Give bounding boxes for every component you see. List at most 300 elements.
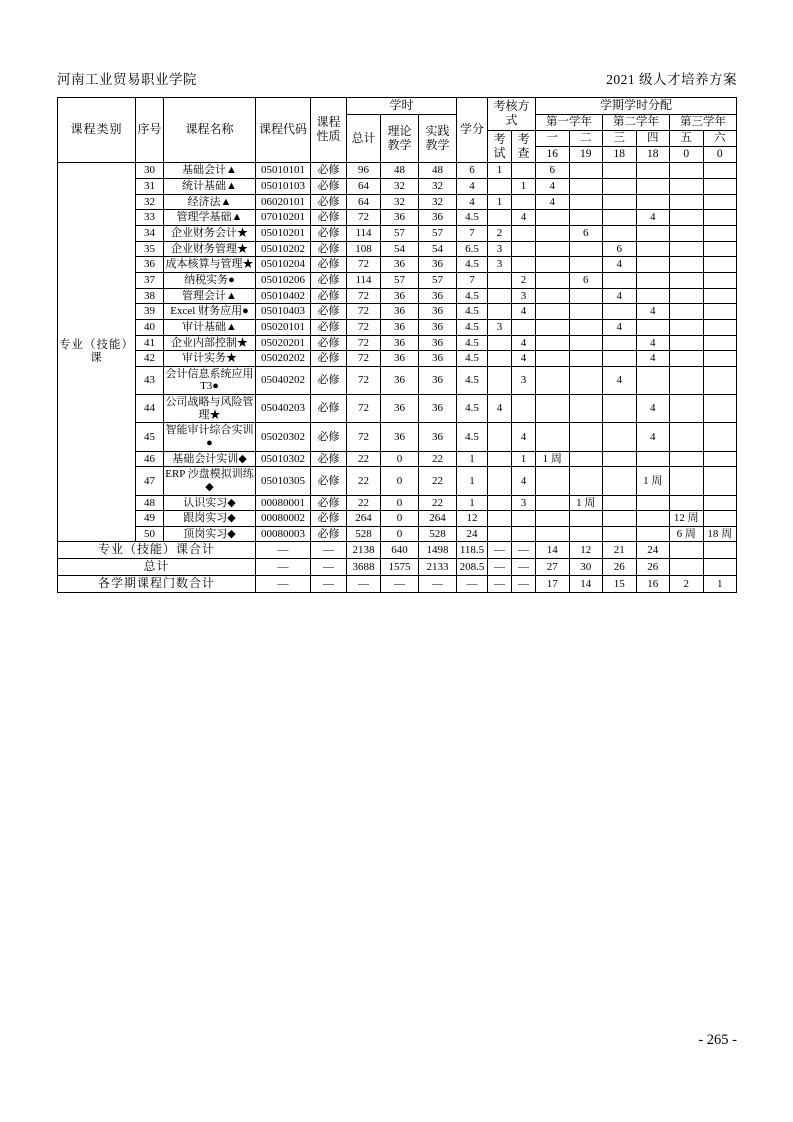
cell-practice: 22 (419, 467, 457, 495)
summary-cell-t1: 14 (536, 542, 570, 559)
cell-t2 (569, 511, 603, 527)
cell-exam: 3 (488, 257, 512, 273)
table-row (58, 226, 737, 242)
cell-theory: 0 (381, 526, 419, 542)
cell-seq: 45 (136, 423, 164, 451)
th-weeks-1: 16 (536, 147, 570, 163)
cell-t4 (636, 226, 670, 242)
table-row (58, 210, 737, 226)
cell-t5 (670, 163, 704, 179)
th-weeks-3: 18 (603, 147, 637, 163)
summary-cell-t6 (703, 542, 737, 559)
cell-check: 4 (512, 423, 536, 451)
cell-check: 4 (512, 304, 536, 320)
th-total: 总计 (347, 114, 381, 163)
table-row (58, 526, 737, 542)
cell-check (512, 194, 536, 210)
cell-t2 (569, 194, 603, 210)
cell-code: 05010305 (256, 467, 311, 495)
page-number: - 265 - (698, 1032, 737, 1048)
cell-prop: 必修 (311, 351, 347, 367)
cell-seq: 48 (136, 495, 164, 511)
cell-seq: 46 (136, 451, 164, 467)
cell-exam (488, 272, 512, 288)
cell-total: 72 (347, 351, 381, 367)
cell-exam: 3 (488, 241, 512, 257)
th-year3: 第三学年 (670, 114, 737, 130)
cell-credit: 4.5 (457, 423, 488, 451)
cell-total: 22 (347, 451, 381, 467)
summary-cell-check: — (512, 559, 536, 576)
cell-t6 (703, 210, 737, 226)
th-course-name: 课程名称 (164, 98, 256, 163)
cell-t4 (636, 257, 670, 273)
cell-theory: 54 (381, 241, 419, 257)
cell-seq: 35 (136, 241, 164, 257)
cell-t2 (569, 319, 603, 335)
cell-code: 05010204 (256, 257, 311, 273)
cell-practice: 57 (419, 226, 457, 242)
cell-total: 264 (347, 511, 381, 527)
cell-credit: 4.5 (457, 257, 488, 273)
table-row (58, 179, 737, 195)
summary-row (58, 576, 737, 593)
summary-cell-exam: — (488, 576, 512, 593)
th-weeks-2: 19 (569, 147, 603, 163)
cell-exam (488, 335, 512, 351)
cell-t3 (603, 351, 637, 367)
cell-t2 (569, 163, 603, 179)
cell-prop: 必修 (311, 226, 347, 242)
cell-t2 (569, 467, 603, 495)
table-row (58, 351, 737, 367)
cell-t3 (603, 163, 637, 179)
cell-practice: 36 (419, 304, 457, 320)
cell-t4: 4 (636, 423, 670, 451)
cell-practice: 48 (419, 163, 457, 179)
cell-prop: 必修 (311, 163, 347, 179)
cell-prop: 必修 (311, 194, 347, 210)
summary-cell-total: — (347, 576, 381, 593)
cell-credit: 4.5 (457, 351, 488, 367)
cell-check (512, 395, 536, 423)
cell-t1 (536, 210, 570, 226)
cell-prop: 必修 (311, 241, 347, 257)
cell-practice: 22 (419, 495, 457, 511)
cell-t1 (536, 495, 570, 511)
cell-name: 管理会计▲ (164, 288, 256, 304)
cell-exam (488, 423, 512, 451)
cell-code: 05010101 (256, 163, 311, 179)
cell-total: 72 (347, 257, 381, 273)
summary-cell-t4: 24 (636, 542, 670, 559)
cell-t4: 4 (636, 210, 670, 226)
cell-exam (488, 511, 512, 527)
cell-t3 (603, 304, 637, 320)
cell-t2 (569, 304, 603, 320)
cell-code: 05010302 (256, 451, 311, 467)
cell-practice: 36 (419, 335, 457, 351)
cell-credit: 4.5 (457, 335, 488, 351)
cell-code: 05020101 (256, 319, 311, 335)
cell-code: 05010103 (256, 179, 311, 195)
summary-cell-t5 (670, 559, 704, 576)
cell-t4 (636, 163, 670, 179)
table-row (58, 319, 737, 335)
cell-code: 05040202 (256, 366, 311, 394)
cell-exam: 1 (488, 194, 512, 210)
cell-seq: 47 (136, 467, 164, 495)
cell-code: 05010202 (256, 241, 311, 257)
table-row (58, 467, 737, 495)
cell-theory: 0 (381, 451, 419, 467)
cell-t2 (569, 351, 603, 367)
summary-cell-prop: — (311, 559, 347, 576)
cell-t5: 6 周 (670, 526, 704, 542)
cell-t6 (703, 179, 737, 195)
cell-exam (488, 351, 512, 367)
cell-t6 (703, 319, 737, 335)
table-row (58, 257, 737, 273)
th-weeks-6: 0 (703, 147, 737, 163)
table-row (58, 423, 737, 451)
cell-credit: 4.5 (457, 366, 488, 394)
summary-cell-exam: — (488, 542, 512, 559)
cell-credit: 6 (457, 163, 488, 179)
cell-t3 (603, 423, 637, 451)
cell-t4 (636, 526, 670, 542)
cell-t5 (670, 304, 704, 320)
cell-total: 64 (347, 179, 381, 195)
table-row (58, 304, 737, 320)
cell-prop: 必修 (311, 272, 347, 288)
cell-t6 (703, 335, 737, 351)
summary-cell-check: — (512, 542, 536, 559)
cell-credit: 1 (457, 495, 488, 511)
cell-exam: 4 (488, 395, 512, 423)
cell-check: 2 (512, 272, 536, 288)
th-hours-group: 学时 (347, 98, 457, 115)
cell-seq: 50 (136, 526, 164, 542)
cell-code: 05010201 (256, 226, 311, 242)
cell-prop: 必修 (311, 467, 347, 495)
summary-cell-exam: — (488, 559, 512, 576)
cell-total: 64 (347, 194, 381, 210)
header-institution: 河南工业贸易职业学院 (57, 72, 197, 87)
th-term-2: 二 (569, 131, 603, 147)
cell-t3: 4 (603, 366, 637, 394)
cell-seq: 40 (136, 319, 164, 335)
cell-name: 认识实习◆ (164, 495, 256, 511)
cell-total: 72 (347, 423, 381, 451)
cell-code: 05010402 (256, 288, 311, 304)
cell-t2 (569, 288, 603, 304)
cell-credit: 24 (457, 526, 488, 542)
cell-name: ERP 沙盘模拟训练◆ (164, 467, 256, 495)
cell-t5 (670, 288, 704, 304)
cell-t3 (603, 335, 637, 351)
table-row (58, 194, 737, 210)
summary-cell-code: — (256, 542, 311, 559)
cell-name: 成本核算与管理★ (164, 257, 256, 273)
table-head (58, 98, 737, 163)
cell-t2 (569, 423, 603, 451)
cell-t2 (569, 257, 603, 273)
cell-t1 (536, 395, 570, 423)
cell-t4 (636, 288, 670, 304)
cell-t1 (536, 366, 570, 394)
cell-theory: 36 (381, 366, 419, 394)
cell-prop: 必修 (311, 511, 347, 527)
summary-cell-theory: 1575 (381, 559, 419, 576)
cell-seq: 41 (136, 335, 164, 351)
th-credit: 学分 (457, 98, 488, 163)
cell-prop: 必修 (311, 288, 347, 304)
th-weeks-4: 18 (636, 147, 670, 163)
cell-seq: 36 (136, 257, 164, 273)
th-course-property: 课程性质 (311, 98, 347, 163)
cell-t3 (603, 495, 637, 511)
cell-t6 (703, 163, 737, 179)
cell-t5 (670, 451, 704, 467)
th-term-1: 一 (536, 131, 570, 147)
cell-t3 (603, 226, 637, 242)
cell-t5 (670, 241, 704, 257)
cell-credit: 1 (457, 451, 488, 467)
summary-cell-theory: 640 (381, 542, 419, 559)
cell-seq: 42 (136, 351, 164, 367)
cell-t6: 18 周 (703, 526, 737, 542)
cell-theory: 36 (381, 288, 419, 304)
cell-practice: 32 (419, 179, 457, 195)
cell-t2: 6 (569, 272, 603, 288)
cell-credit: 12 (457, 511, 488, 527)
cell-t4 (636, 179, 670, 195)
cell-t6 (703, 226, 737, 242)
cell-t5 (670, 257, 704, 273)
cell-t2 (569, 366, 603, 394)
cell-t1 (536, 467, 570, 495)
cell-practice: 36 (419, 257, 457, 273)
table-row (58, 495, 737, 511)
cell-t1 (536, 423, 570, 451)
cell-seq: 43 (136, 366, 164, 394)
cell-total: 72 (347, 210, 381, 226)
cell-t5 (670, 226, 704, 242)
cell-t5 (670, 194, 704, 210)
cell-name: 公司战略与风险管理★ (164, 395, 256, 423)
summary-cell-t4: 16 (636, 576, 670, 593)
cell-prop: 必修 (311, 179, 347, 195)
summary-row (58, 559, 737, 576)
th-term-5: 五 (670, 131, 704, 147)
cell-check (512, 241, 536, 257)
summary-cell-t1: 27 (536, 559, 570, 576)
cell-code: 07010201 (256, 210, 311, 226)
cell-seq: 39 (136, 304, 164, 320)
cell-total: 114 (347, 272, 381, 288)
cell-check: 4 (512, 335, 536, 351)
cell-t3: 4 (603, 288, 637, 304)
cell-check: 3 (512, 495, 536, 511)
cell-code: 05010206 (256, 272, 311, 288)
summary-cell-practice: 2133 (419, 559, 457, 576)
cell-t5 (670, 210, 704, 226)
cell-t5 (670, 423, 704, 451)
cell-practice: 264 (419, 511, 457, 527)
cell-t4 (636, 319, 670, 335)
summary-row (58, 542, 737, 559)
th-course-code: 课程代码 (256, 98, 311, 163)
cell-total: 22 (347, 495, 381, 511)
summary-cell-t3: 26 (603, 559, 637, 576)
cell-practice: 528 (419, 526, 457, 542)
cell-t3 (603, 210, 637, 226)
cell-check (512, 257, 536, 273)
summary-cell-t5: 2 (670, 576, 704, 593)
th-weeks-5: 0 (670, 147, 704, 163)
cell-t3 (603, 194, 637, 210)
cell-code: 06020101 (256, 194, 311, 210)
summary-cell-prop: — (311, 576, 347, 593)
summary-cell-credit: 208.5 (457, 559, 488, 576)
summary-cell-t3: 21 (603, 542, 637, 559)
cell-theory: 0 (381, 511, 419, 527)
cell-credit: 4.5 (457, 319, 488, 335)
cell-practice: 54 (419, 241, 457, 257)
cell-name: 纳税实务● (164, 272, 256, 288)
cell-practice: 22 (419, 451, 457, 467)
cell-t2 (569, 526, 603, 542)
cell-t3: 6 (603, 241, 637, 257)
cell-t6 (703, 366, 737, 394)
cell-t2: 1 周 (569, 495, 603, 511)
cell-name: 企业财务会计★ (164, 226, 256, 242)
cell-exam (488, 366, 512, 394)
cell-t5 (670, 179, 704, 195)
cell-check (512, 511, 536, 527)
summary-cell-credit: — (457, 576, 488, 593)
summary-cell-practice: — (419, 576, 457, 593)
cell-credit: 4 (457, 179, 488, 195)
cell-theory: 36 (381, 319, 419, 335)
cell-practice: 36 (419, 366, 457, 394)
cell-check (512, 163, 536, 179)
cell-theory: 32 (381, 194, 419, 210)
cell-practice: 36 (419, 288, 457, 304)
cell-check (512, 526, 536, 542)
cell-seq: 33 (136, 210, 164, 226)
cell-practice: 36 (419, 210, 457, 226)
cell-t2 (569, 210, 603, 226)
cell-name: Excel 财务应用● (164, 304, 256, 320)
cell-t1: 4 (536, 179, 570, 195)
cell-exam (488, 467, 512, 495)
cell-total: 114 (347, 226, 381, 242)
summary-cell-code: — (256, 576, 311, 593)
cell-t4: 4 (636, 335, 670, 351)
cell-seq: 31 (136, 179, 164, 195)
cell-t4 (636, 511, 670, 527)
cell-name: 审计基础▲ (164, 319, 256, 335)
summary-cell-t2: 12 (569, 542, 603, 559)
cell-theory: 36 (381, 304, 419, 320)
th-practice: 实践教学 (419, 114, 457, 163)
cell-theory: 36 (381, 257, 419, 273)
summary-cell-t4: 26 (636, 559, 670, 576)
cell-theory: 36 (381, 351, 419, 367)
cell-practice: 36 (419, 423, 457, 451)
cell-t1: 6 (536, 163, 570, 179)
cell-total: 528 (347, 526, 381, 542)
cell-seq: 49 (136, 511, 164, 527)
cell-t5 (670, 351, 704, 367)
cell-t1 (536, 288, 570, 304)
cell-t3 (603, 179, 637, 195)
cell-name: 审计实务★ (164, 351, 256, 367)
cell-check (512, 226, 536, 242)
cell-theory: 0 (381, 495, 419, 511)
cell-t2 (569, 179, 603, 195)
cell-practice: 36 (419, 351, 457, 367)
cell-prop: 必修 (311, 495, 347, 511)
cell-prop: 必修 (311, 451, 347, 467)
cell-total: 72 (347, 366, 381, 394)
cell-check: 4 (512, 467, 536, 495)
cell-t3 (603, 451, 637, 467)
cell-practice: 57 (419, 272, 457, 288)
cell-t4: 4 (636, 304, 670, 320)
cell-theory: 32 (381, 179, 419, 195)
cell-credit: 4.5 (457, 304, 488, 320)
cell-t4 (636, 366, 670, 394)
cell-theory: 36 (381, 395, 419, 423)
summary-cell-t6: 1 (703, 576, 737, 593)
cell-name: 会计信息系统应用 T3● (164, 366, 256, 394)
cell-t1 (536, 351, 570, 367)
cell-t4 (636, 241, 670, 257)
cell-credit: 4.5 (457, 395, 488, 423)
cell-practice: 36 (419, 319, 457, 335)
cell-practice: 36 (419, 395, 457, 423)
th-year1: 第一学年 (536, 114, 603, 130)
cell-t2 (569, 335, 603, 351)
category-cell: 专业（技能）课 (58, 163, 136, 542)
th-term-6: 六 (703, 131, 737, 147)
th-term-group: 学期学时分配 (536, 98, 737, 115)
table-row (58, 288, 737, 304)
page-header (57, 68, 737, 88)
cell-code: 05040203 (256, 395, 311, 423)
cell-t2 (569, 241, 603, 257)
cell-exam (488, 451, 512, 467)
cell-t3 (603, 272, 637, 288)
cell-t1 (536, 511, 570, 527)
cell-prop: 必修 (311, 395, 347, 423)
cell-prop: 必修 (311, 319, 347, 335)
cell-exam (488, 526, 512, 542)
cell-t5 (670, 395, 704, 423)
cell-t1 (536, 226, 570, 242)
cell-t6 (703, 423, 737, 451)
cell-seq: 37 (136, 272, 164, 288)
cell-total: 72 (347, 335, 381, 351)
cell-t4 (636, 194, 670, 210)
cell-t1 (536, 335, 570, 351)
cell-t1 (536, 257, 570, 273)
cell-name: 跟岗实习◆ (164, 511, 256, 527)
cell-theory: 36 (381, 423, 419, 451)
